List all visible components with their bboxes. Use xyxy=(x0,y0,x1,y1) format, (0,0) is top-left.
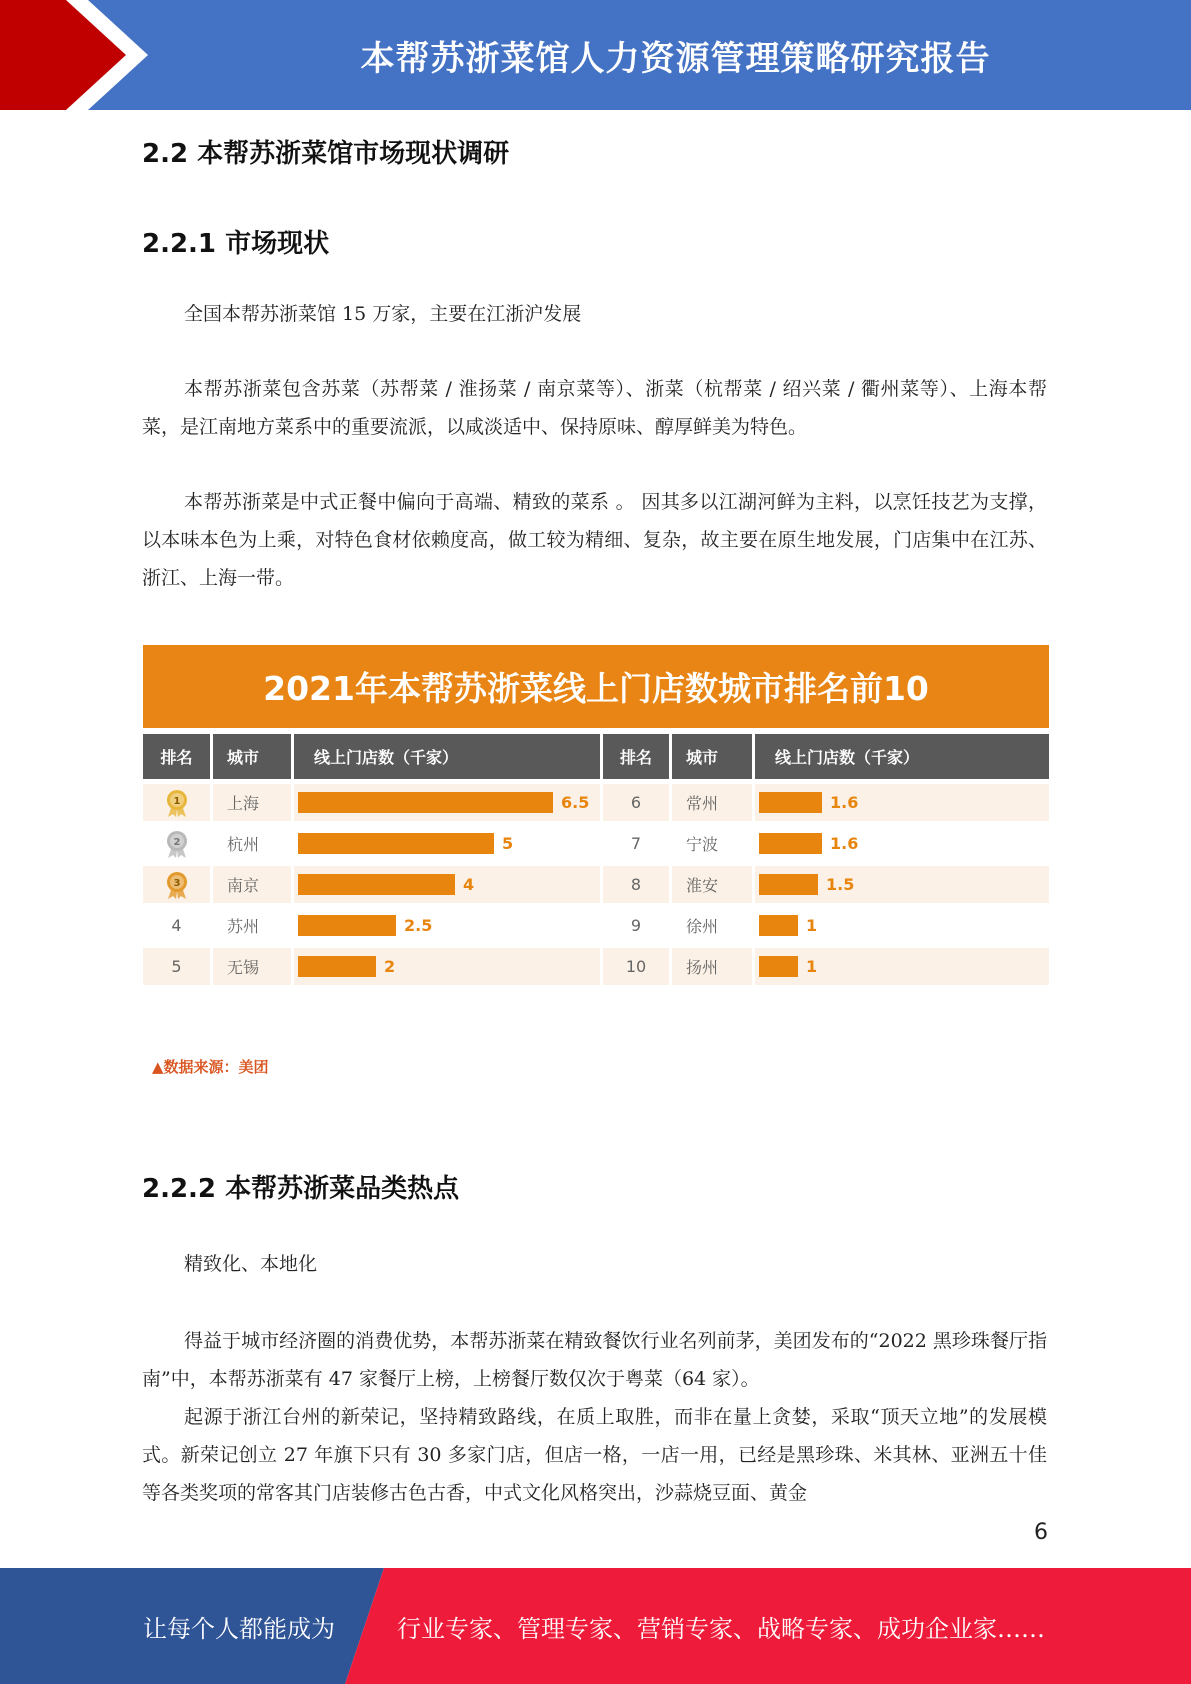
store-count-bar xyxy=(298,915,396,936)
store-count-label: 2 xyxy=(384,957,396,976)
city-cell: 苏州 xyxy=(213,907,291,944)
city-cell: 常州 xyxy=(672,784,752,821)
rank-label: 5 xyxy=(171,957,182,976)
store-count-bar xyxy=(759,915,798,936)
rank-cell xyxy=(603,948,669,985)
column-header-city: 城市 xyxy=(213,734,291,779)
store-count-label: 1.6 xyxy=(830,834,859,853)
paragraph: 起源于浙江台州的新荣记，坚持精致路线，在质上取胜，而非在量上贪婪，采取“顶天立地”的发展模式。新荣记创立 27 年旗下只有 30 多家门店，但店一格，一店一用，已经是黑珍珠、米其林、亚洲五十佳等各类奖项的常客其门店装修古色古香，中式文化风格突出，沙蒜烧豆面、黄金 xyxy=(142,1406,1047,1504)
svg-text:3: 3 xyxy=(173,877,180,889)
page-header xyxy=(0,0,1191,110)
paragraph: 全国本帮苏浙菜馆 15 万家，主要在江浙沪发展 xyxy=(184,303,582,325)
page-number: 6 xyxy=(1034,1520,1048,1545)
store-count-label: 1.6 xyxy=(830,793,859,812)
rank-label: 7 xyxy=(630,834,642,853)
rank-label: 6 xyxy=(630,793,642,812)
medal-icon xyxy=(163,870,191,900)
paragraph: 得益于城市经济圈的消费优势，本帮苏浙菜在精致餐饮行业名列前茅，美团发布的“2022 黑珍珠餐厅指南”中，本帮苏浙菜有 47 家餐厅上榜，上榜餐厅数仅次于粤菜（64 家）。 xyxy=(142,1330,1047,1390)
rank-label: 10 xyxy=(625,957,647,976)
city-cell: 无锡 xyxy=(213,948,291,985)
store-count-bar xyxy=(759,956,798,977)
paragraph: 本帮苏浙菜是中式正餐中偏向于高端、精致的菜系 。 因其多以江湖河鲜为主料，以烹饪技艺为支撑，以本味本色为上乘，对特色食材依赖度高，做工较为精细、复杂，故主要在原生地发展，门店集中在江苏、浙江、上海一带。 xyxy=(142,491,1047,589)
city-cell: 淮安 xyxy=(672,866,752,903)
city-cell: 南京 xyxy=(213,866,291,903)
rank-label: 8 xyxy=(630,875,642,894)
store-count-label: 4 xyxy=(463,875,475,894)
store-count-bar xyxy=(298,874,455,895)
city-cell: 宁波 xyxy=(672,825,752,862)
medal-icon xyxy=(163,788,191,818)
section-heading-2-2-2: 2.2.2 本帮苏浙菜品类热点 xyxy=(142,1174,460,1204)
city-cell: 上海 xyxy=(213,784,291,821)
chart-title: 2021年本帮苏浙菜线上门店数城市排名前10 xyxy=(143,645,1049,728)
store-count-bar xyxy=(298,833,494,854)
store-count-bar xyxy=(298,956,376,977)
rank-cell xyxy=(603,784,669,821)
paragraph: 本帮苏浙菜包含苏菜（苏帮菜 / 淮扬菜 / 南京菜等）、浙菜（杭帮菜 / 绍兴菜 / 衢州菜等）、上海本帮菜，是江南地方菜系中的重要流派，以咸淡适中、保持原味、醇厚鲜美为特色。 xyxy=(142,378,1047,438)
store-count-label: 1 xyxy=(806,957,818,976)
store-count-bar xyxy=(759,792,822,813)
medal-icon xyxy=(163,829,191,859)
city-cell: 徐州 xyxy=(672,907,752,944)
svg-text:1: 1 xyxy=(173,795,180,807)
data-source-note: ▲数据来源：美团 xyxy=(152,1058,269,1076)
header-title: 本帮苏浙菜馆人力资源管理策略研究报告 xyxy=(360,38,991,79)
column-header-stores: 线上门店数（千家） xyxy=(294,734,600,779)
store-count-bar xyxy=(298,792,553,813)
column-header-city: 城市 xyxy=(672,734,752,779)
rank-cell xyxy=(143,907,210,944)
store-count-cell xyxy=(755,907,1049,944)
store-count-label: 6.5 xyxy=(561,793,590,812)
rank-label: 4 xyxy=(171,916,182,935)
footer-slogan-right: 行业专家、管理专家、营销专家、战略专家、成功企业家…… xyxy=(397,1614,1045,1643)
store-count-cell xyxy=(755,948,1049,985)
city-cell: 扬州 xyxy=(672,948,752,985)
city-cell: 杭州 xyxy=(213,825,291,862)
footer-slogan-left: 让每个人都能成为 xyxy=(143,1614,335,1643)
rank-cell xyxy=(603,825,669,862)
store-ranking-chart xyxy=(143,645,1049,995)
store-count-label: 2.5 xyxy=(404,916,433,935)
column-header-rank: 排名 xyxy=(603,734,669,779)
column-header-rank: 排名 xyxy=(143,734,210,779)
store-count-label: 1.5 xyxy=(826,875,855,894)
rank-cell xyxy=(603,907,669,944)
rank-label: 9 xyxy=(630,916,642,935)
rank-cell xyxy=(143,866,210,903)
column-header-stores: 线上门店数（千家） xyxy=(755,734,1049,779)
store-count-label: 5 xyxy=(502,834,514,853)
store-count-bar xyxy=(759,833,822,854)
rank-cell xyxy=(143,784,210,821)
rank-cell xyxy=(143,825,210,862)
section-heading-2-2: 2.2 本帮苏浙菜馆市场现状调研 xyxy=(142,139,510,169)
rank-cell xyxy=(143,948,210,985)
section-heading-2-2-1: 2.2.1 市场现状 xyxy=(142,229,330,259)
rank-cell xyxy=(603,866,669,903)
paragraph: 精致化、本地化 xyxy=(184,1253,318,1275)
store-count-label: 1 xyxy=(806,916,818,935)
svg-text:2: 2 xyxy=(173,836,180,848)
page-footer xyxy=(0,1568,1191,1684)
store-count-bar xyxy=(759,874,818,895)
